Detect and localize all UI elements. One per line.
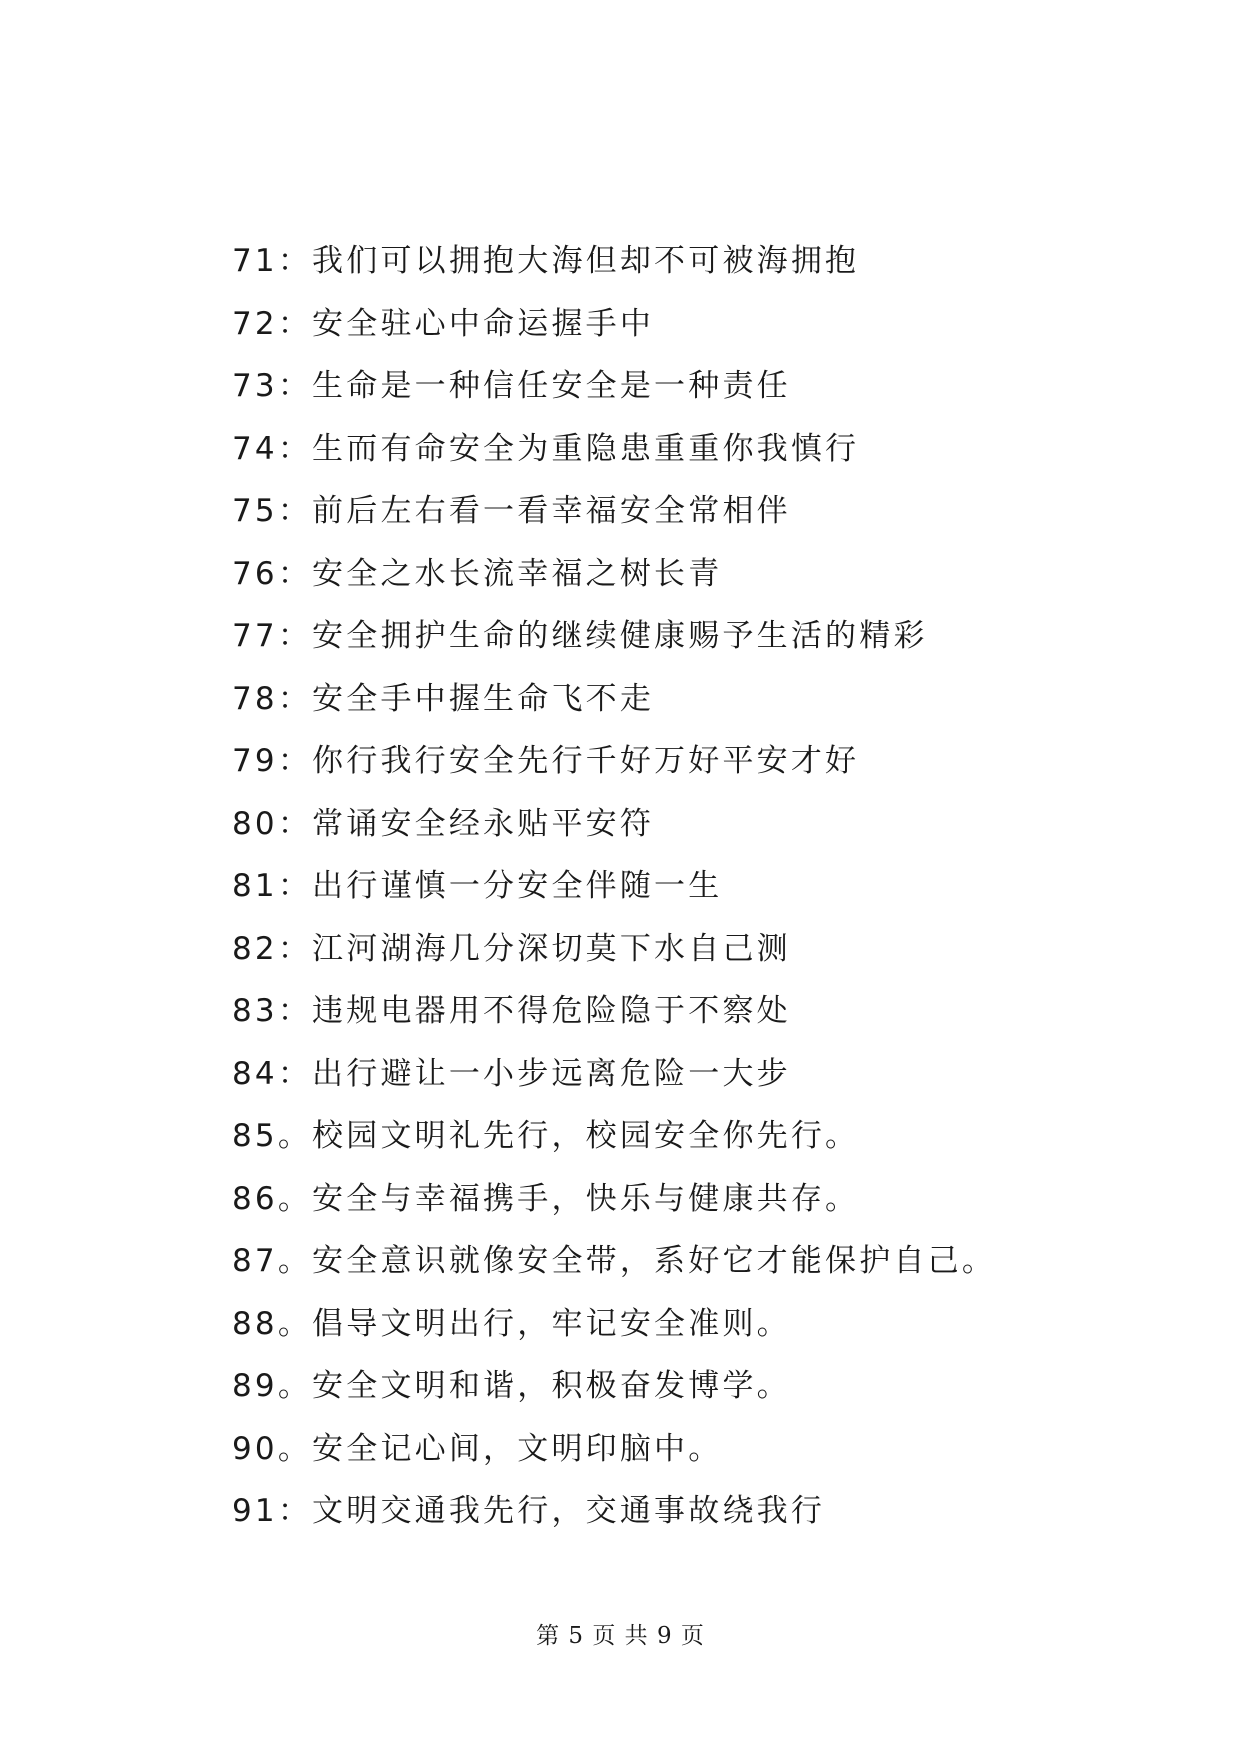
slogan-line: 84：出行避让一小步远离危险一大步 bbox=[232, 1055, 791, 1092]
slogan-line: 89。安全文明和谐，积极奋发博学。 bbox=[232, 1368, 791, 1404]
slogan-line: 71：我们可以拥抱大海但却不可被海拥抱 bbox=[232, 243, 860, 279]
slogan-line: 79：你行我行安全先行千好万好平安才好 bbox=[232, 743, 860, 779]
slogan-line: 91：文明交通我先行，交通事故绕我行 bbox=[232, 1493, 826, 1529]
slogan-line: 83：违规电器用不得危险隐于不察处 bbox=[232, 993, 791, 1029]
slogan-line: 81：出行谨慎一分安全伴随一生 bbox=[232, 868, 723, 904]
slogan-line: 87。安全意识就像安全带，系好它才能保护自己。 bbox=[232, 1243, 997, 1279]
slogan-line: 72：安全驻心中命运握手中 bbox=[232, 305, 655, 342]
slogan-line: 85。校园文明礼先行，校园安全你先行。 bbox=[232, 1118, 860, 1154]
slogan-line: 80：常诵安全经永贴平安符 bbox=[232, 805, 655, 842]
slogan-line: 90。安全记心间，文明印脑中。 bbox=[232, 1430, 723, 1467]
slogan-line: 73：生命是一种信任安全是一种责任 bbox=[232, 368, 791, 404]
slogan-line: 86。安全与幸福携手，快乐与健康共存。 bbox=[232, 1180, 860, 1217]
slogan-line: 88。倡导文明出行，牢记安全准则。 bbox=[232, 1305, 791, 1342]
slogan-list bbox=[232, 230, 996, 1543]
page-number-footer: 第 5 页 共 9 页 bbox=[536, 1623, 705, 1649]
slogan-line: 76：安全之水长流幸福之树长青 bbox=[232, 555, 723, 592]
slogan-line: 77：安全拥护生命的继续健康赐予生活的精彩 bbox=[232, 618, 928, 654]
slogan-line: 78：安全手中握生命飞不走 bbox=[232, 680, 655, 717]
slogan-line: 82：江河湖海几分深切莫下水自己测 bbox=[232, 930, 791, 967]
slogan-line: 75：前后左右看一看幸福安全常相伴 bbox=[232, 493, 791, 529]
slogan-line: 74：生而有命安全为重隐患重重你我慎行 bbox=[232, 430, 860, 467]
